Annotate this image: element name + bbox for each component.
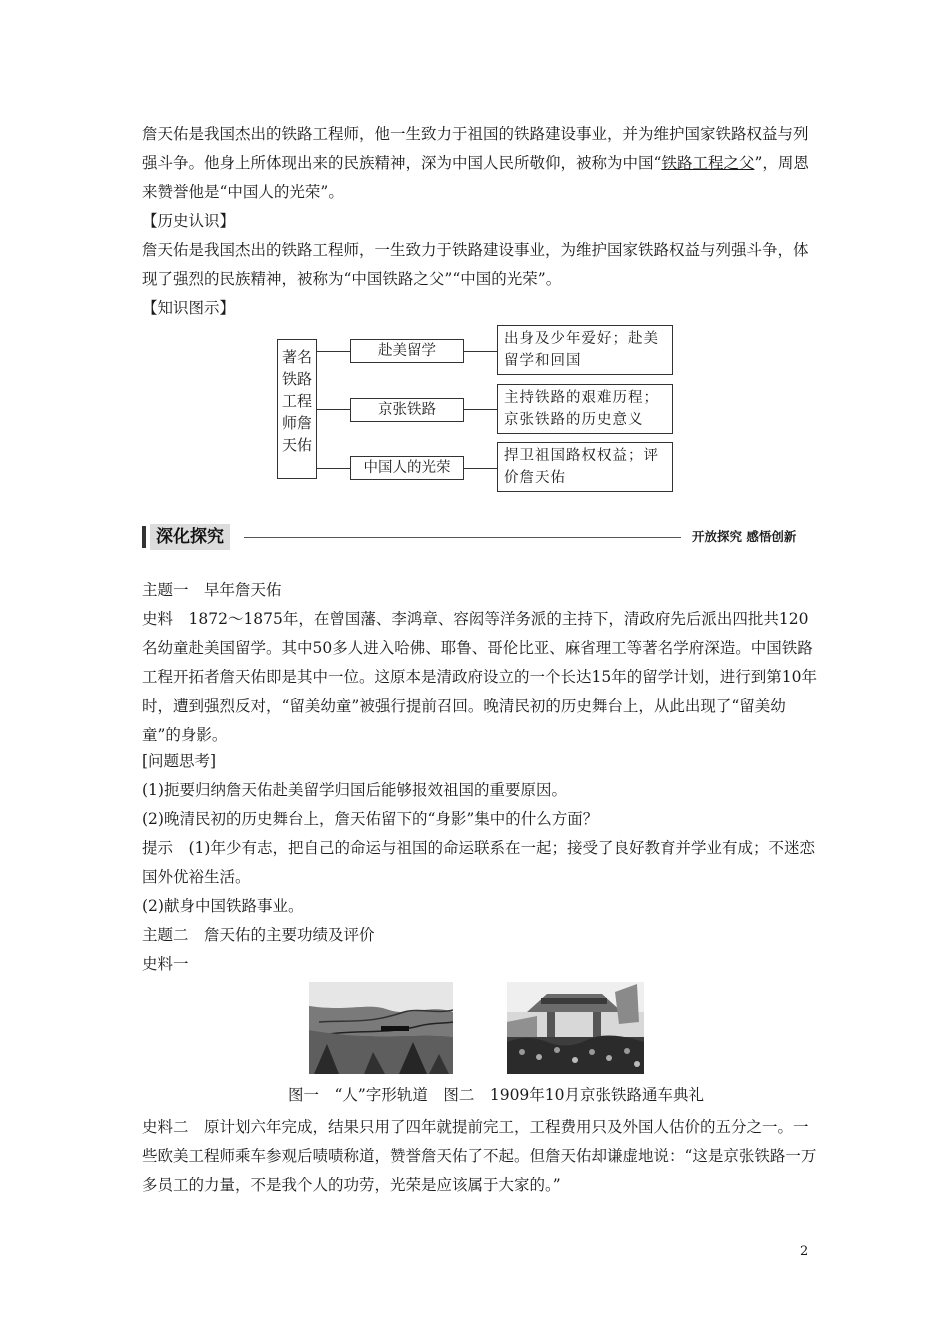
theme2-title: 主题二 詹天佑的主要功绩及评价 (142, 926, 375, 944)
history-heading: 【历史认识】 (142, 212, 236, 230)
figure-caption: 图一 “人”字形轨道 图二 1909年10月京张铁路通车典礼 (288, 1086, 705, 1104)
history-text: 詹天佑是我国杰出的铁路工程师，一生致力于铁路建设事业，为维护国家铁路权益与列强斗争，体现了强烈的民族精神，被称为“中国铁路之父”“中国的光荣”。 (142, 241, 809, 288)
question-heading: [问题思考] (142, 752, 217, 770)
question-2: (2)晚清民初的历史舞台上，詹天佑留下的“身影”集中的什么方面？ (142, 810, 599, 828)
diagram-heading: 【知识图示】 (142, 299, 236, 317)
leaf-jingzhang-railway: 主持铁路的艰难历程；京张铁路的历史意义 (497, 384, 673, 434)
connector (464, 468, 497, 469)
branch-study-abroad: 赴美留学 (350, 339, 464, 363)
leaf-study-abroad: 出身及少年爱好；赴美留学和回国 (497, 325, 673, 375)
hint-1: 提示 (1)年少有志，把自己的命运与祖国的命运联系在一起；接受了良好教育并学业有成；不迷恋国外优裕生活。 (142, 839, 815, 886)
opening-ceremony-image (507, 982, 644, 1074)
section-title: 深化探究 (150, 524, 230, 550)
page-number: 2 (800, 1244, 809, 1259)
branch-jingzhang-railway: 京张铁路 (350, 398, 464, 422)
intro-paragraph (142, 120, 822, 207)
connector (464, 351, 497, 352)
intro-text-end: ”，周恩来赞誉他是“中国人的光荣”。 (142, 154, 809, 201)
leaf-glory: 捍卫祖国路权权益；评价詹天佑 (497, 442, 673, 492)
zigzag-railway-image (309, 982, 453, 1074)
connector (317, 351, 350, 352)
underlined-title: 铁路工程之父 (661, 154, 755, 172)
section-marker (142, 526, 146, 548)
hint-2: (2)献身中国铁路事业。 (142, 897, 304, 915)
connector (317, 468, 350, 469)
root-line: 天佑 (281, 436, 312, 454)
section-divider (244, 537, 681, 538)
connector (464, 409, 497, 410)
theme1-title: 主题一 早年詹天佑 (142, 581, 282, 599)
diagram-root (277, 339, 317, 479)
question-1: (1)扼要归纳詹天佑赴美留学归国后能够报效祖国的重要原因。 (142, 781, 567, 799)
material-2: 史料二 原计划六年完成，结果只用了四年就提前完工，工程费用只及外国人估价的五分之一。一些欧美工程师乘车参观后啧啧称道，赞誉詹天佑了不起。但詹天佑却谦虚地说：“这是京张铁路一万多员工的力量，不是我个人的功劳，光荣是应该属于大家的。” (142, 1118, 817, 1194)
intro-text: 詹天佑是我国杰出的铁路工程师，他一生致力于祖国的铁路建设事业，并为维护国家铁路权益与列强斗争。他身上所体现出来的民族精神，深为中国人民所敬仰，被称为中国“ (142, 125, 809, 172)
connector (317, 409, 350, 410)
root-line: 著名 (281, 348, 312, 366)
branch-glory: 中国人的光荣 (350, 456, 464, 480)
root-line: 师詹 (281, 414, 312, 432)
material-1-label: 史料一 (142, 955, 189, 973)
root-line: 工程 (281, 392, 312, 410)
root-line: 铁路 (281, 370, 312, 388)
theme1-material: 史料 1872～1875年，在曾国藩、李鸿章、容闳等洋务派的主持下，清政府先后派出四批共120名幼童赴美国留学。其中50多人进入哈佛、耶鲁、哥伦比亚、麻省理工等著名学府深造。中国铁路工程开拓者詹天佑即是其中一位。这原本是清政府设立的一个长达15年的留学计划，进行到第10年时，遭到强烈反对，“留美幼童”被强行提前召回。晚清民初的历史舞台上，从此出现了“留美幼童”的身影。 (142, 610, 817, 744)
section-subtitle: 开放探究 感悟创新 (692, 529, 797, 544)
